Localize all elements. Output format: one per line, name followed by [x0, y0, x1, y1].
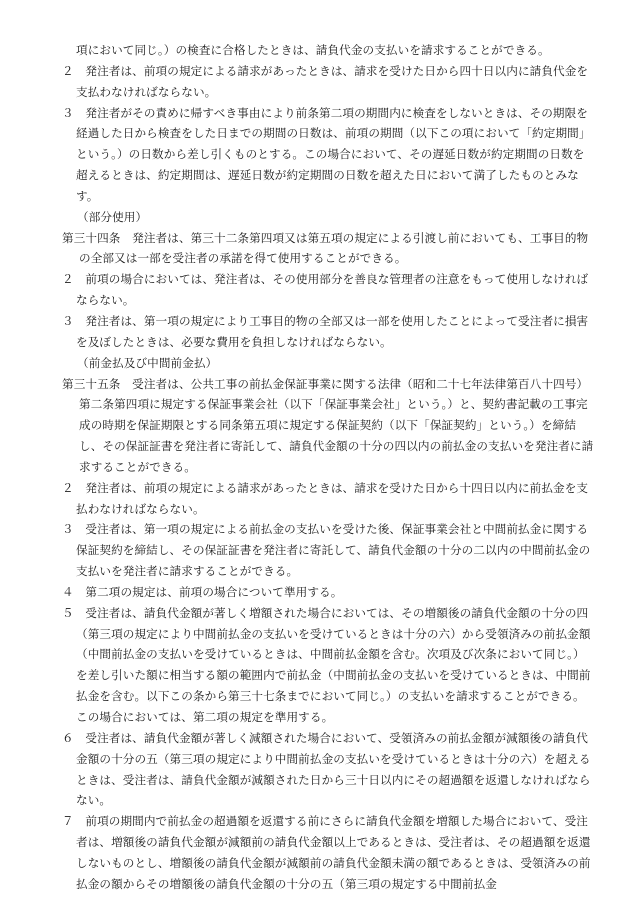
- paragraph-item-2: ２ 発注者は、前項の規定による請求があったときは、請求を受けた日から四十日以内に請負代金を支払わなければならない。: [62, 63, 589, 99]
- paragraph-item-35-3: ３ 受注者は、第一項の規定による前払金の支払いを受けた後、保証事業会社と中間前払金に関する保証契約を締結し、その保証証書を発注者に寄託して、請負代金額の十分の二以内の中間前払金の支払いを発注者に請求することができる。: [62, 522, 591, 579]
- paragraph-item-35-2: ２ 発注者は、前項の規定による請求があったときは、請求を受けた日から十四日以内に前払金を支払わなければならない。: [62, 480, 589, 516]
- paragraph-item-34-2: ２ 前項の場合においては、発注者は、その使用部分を善良な管理者の注意をもって使用しなければならない。: [62, 272, 589, 308]
- article-34: 第三十四条 発注者は、第三十二条第四項又は第五項の規定による引渡し前においても、工事目的物の全部又は一部を受注者の承諾を得て使用することができる。: [62, 230, 589, 266]
- article-caption-35: （前金払及び中間前金払）: [77, 355, 218, 370]
- paragraph-item-34-3: ３ 発注者は、第一項の規定により工事目的物の全部又は一部を使用したことによって受注者に損害を及ぼしたときは、必要な費用を負担しなければならない。: [62, 313, 589, 349]
- paragraph-item-35-5: ５ 受注者は、請負代金額が著しく増額された場合においては、その増額後の請負代金額の十分の四（第三項の規定により中間前払金の支払いを受けているときは十分の六）から受領済みの前払金額（中間前払金の支払いを受けているときは、中間前払金額を含む。次項及び次条において同じ。）を差し引いた額に相当する額の範囲内で前払金（中間前払金の支払いを受けているときは、中間前払金を含む。以下この条から第三十七条までにおいて同じ。）の支払いを請求することができる。この場合においては、第二項の規定を準用する。: [62, 605, 591, 724]
- article-35: 第三十五条 受注者は、公共工事の前払金保証事業に関する法律（昭和二十七年法律第百八十四号）第二条第四項に規定する保証事業会社（以下「保証事業会社」という。）と、契約書記載の工事完成の時期を保証期限とする同条第五項に規定する保証契約（以下「保証契約」という。）を締結し、その保証証書を発注者に寄託して、請負代金額の十分の四以内の前払金の支払いを発注者に請求することができる。: [62, 376, 594, 474]
- paragraph-item-35-4: ４ 第二項の規定は、前項の場合について準用する。: [62, 584, 343, 599]
- paragraph-item-3: ３ 発注者がその責めに帰すべき事由により前条第二項の期間内に検査をしないときは、その期限を経過した日から検査をした日までの期間の日数は、前項の期間（以下この項において「約定期間」という。）の日数から差し引くものとする。この場合において、その遅延日数が約定期間の日数を超えるときは、約定期間は、遅延日数が約定期間の日数を超えた日において満了したものとみなす。: [62, 105, 591, 203]
- paragraph-item-35-6: ６ 受注者は、請負代金額が著しく減額された場合において、受領済みの前払金額が減額後の請負代金額の十分の五（第三項の規定により中間前払金の支払いを受けているときは十分の六）を超えるときは、受注者は、請負代金額が減額された日から三十日以内にその超過額を返還しなければならない。: [62, 730, 591, 808]
- paragraph-item-35-7: ７ 前項の期間内で前払金の超過額を返還する前にさらに請負代金額を増額した場合において、受注者は、増額後の請負代金額が減額前の請負代金額以上であるときは、受注者は、その超過額を返還しないものとし、増額後の請負代金額が減額前の請負代金額未満の額であるときは、受領済みの前払金の額からその増額後の請負代金額の十分の五（第三項の規定する中間前払金: [62, 814, 591, 891]
- paragraph-continuation: 項において同じ。）の検査に合格したときは、請負代金の支払いを請求することができる。: [76, 43, 550, 57]
- article-caption-34: （部分使用）: [77, 209, 148, 224]
